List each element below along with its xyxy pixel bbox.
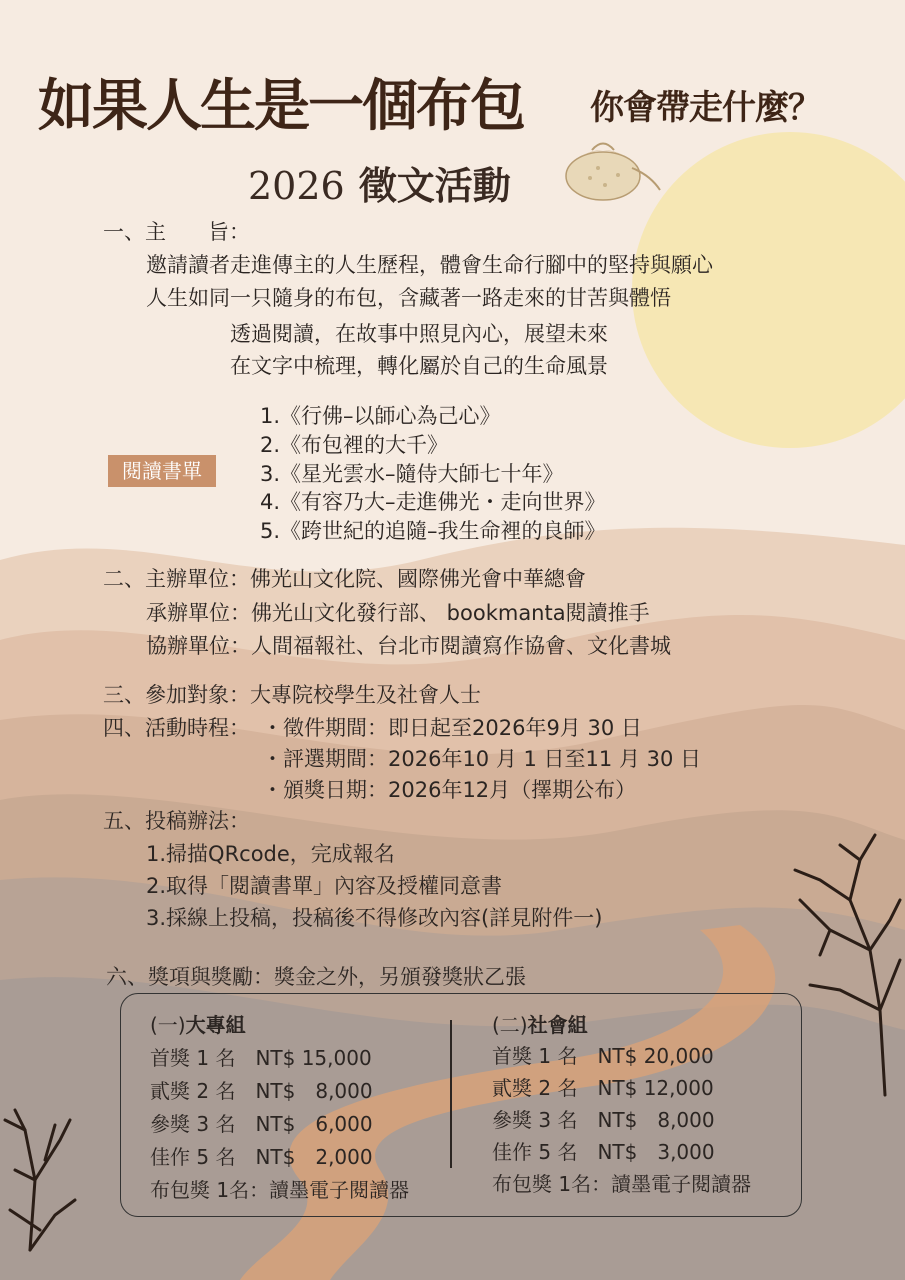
group-title-college [150,1009,246,1038]
group-prefix: (二) [492,1013,528,1037]
prize-line: 佳作 5 名 NT$ 3,000 [492,1140,715,1164]
event-heading [248,155,511,210]
poster-subtitle: 你會帶走什麼？ [590,88,821,128]
reading-list-badge: 閱讀書單 [108,455,216,487]
group-name: 社會組 [527,1013,588,1037]
section1-line: 在文字中梳理，轉化屬於自己的生命風景 [230,354,608,378]
prize-line: 貳獎 2 名 NT$ 8,000 [150,1079,373,1103]
organizer: 二、主辦單位：佛光山文化院、國際佛光會中華總會 [103,567,586,591]
submission-step: 2.取得「閱讀書單」內容及授權同意書 [146,874,503,898]
book-item: 3.《星光雲水–隨侍大師七十年》 [260,462,564,486]
section1-line: 邀請讀者走進傳主的人生歷程，體會生命行腳中的堅持與願心 [146,253,713,277]
prize-line: 布包獎 1名：讀墨電子閱讀器 [150,1178,410,1202]
schedule-heading: 四、活動時程： [103,716,250,740]
book-item: 1.《行佛–以師心為己心》 [260,404,501,428]
submission-heading: 五、投稿辦法： [103,809,250,833]
prize-line: 參獎 3 名 NT$ 8,000 [492,1108,715,1132]
section1-line: 人生如同一只隨身的布包，含藏著一路走來的甘苦與體悟 [146,286,671,310]
group-title-public [492,1009,588,1038]
group-prefix: (一) [150,1013,186,1037]
event-name: 徵文活動 [358,164,511,208]
book-item: 4.《有容乃大–走進佛光・走向世界》 [260,490,606,514]
book-item: 5.《跨世紀的追隨–我生命裡的良師》 [260,519,606,543]
prize-line: 佳作 5 名 NT$ 2,000 [150,1145,373,1169]
schedule-item: ・評選期間：2026年10 月 1 日至11 月 30 日 [262,747,702,771]
event-year: 2026 [248,164,345,208]
awards-heading: 六、獎項與獎勵：獎金之外，另頒發獎狀乙張 [106,965,526,989]
book-item: 2.《布包裡的大千》 [260,433,449,457]
submission-step: 1.掃描QRcode，完成報名 [146,842,395,866]
prize-line: 布包獎 1名：讀墨電子閱讀器 [492,1172,752,1196]
prize-line: 首獎 1 名 NT$ 15,000 [150,1046,372,1070]
prize-line: 貳獎 2 名 NT$ 12,000 [492,1076,714,1100]
prize-line: 參獎 3 名 NT$ 6,000 [150,1112,373,1136]
schedule-item: ・頒獎日期：2026年12月（擇期公布） [262,778,637,802]
prize-divider [450,1020,452,1168]
schedule-item: ・徵件期間：即日起至2026年9月 30 日 [262,716,642,740]
participants: 三、參加對象：大專院校學生及社會人士 [103,683,481,707]
executor: 承辦單位：佛光山文化發行部、 bookmanta閱讀推手 [146,601,650,625]
co-organizer: 協辦單位：人間福報社、台北市閱讀寫作協會、文化書城 [146,634,671,658]
group-name: 大專組 [185,1013,246,1037]
section1-heading: 一、主 旨： [103,220,250,244]
section1-line: 透過閱讀，在故事中照見內心，展望未來 [230,322,608,346]
prize-line: 首獎 1 名 NT$ 20,000 [492,1044,714,1068]
poster-title: 如果人生是一個布包 [38,74,524,139]
submission-step: 3.採線上投稿，投稿後不得修改內容(詳見附件一) [146,906,603,930]
